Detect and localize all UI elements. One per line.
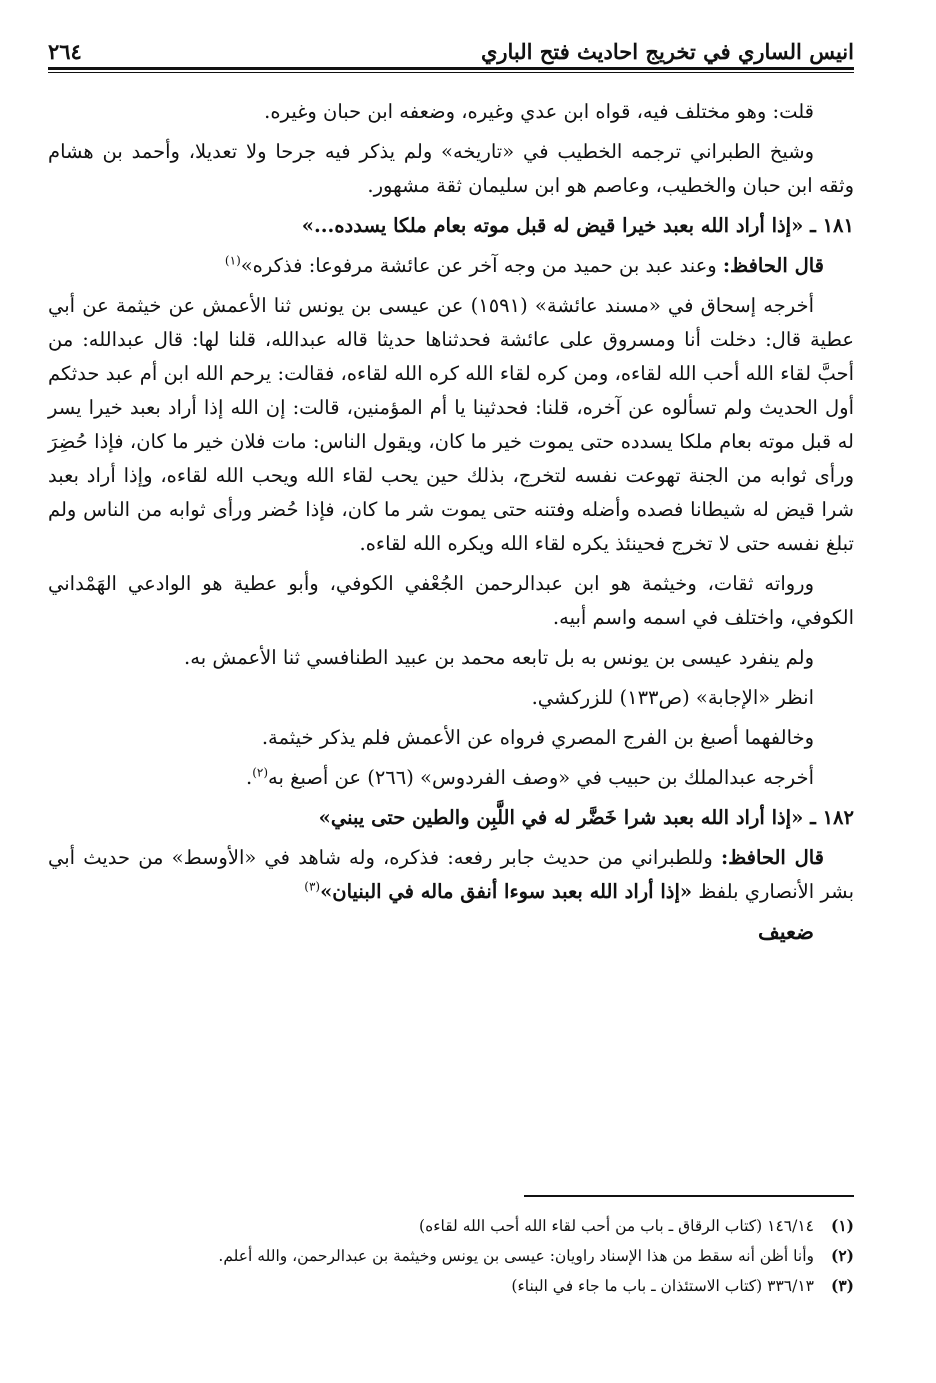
footnote-ref: (٢) <box>252 765 269 780</box>
page-number: ٢٦٤ <box>48 39 82 64</box>
paragraph: قلت: وهو مختلف فيه، قواه ابن عدي وغيره، وضعفه ابن حبان وغيره. <box>264 100 814 123</box>
header-rule <box>48 72 854 73</box>
footnote <box>48 1211 854 1241</box>
grading-verdict: ضعيف <box>757 919 814 944</box>
paragraph: انظر «الإجابة» (ص١٣٣) للزركشي. <box>531 686 814 709</box>
footnote-text: ١٤٦/١٤ (كتاب الرقاق ـ باب من أحب لقاء الله أحب الله لقاءه) <box>419 1217 814 1235</box>
footnote-number: (١) <box>830 1216 854 1235</box>
running-header <box>48 30 854 70</box>
paragraph: أخرجه إسحاق في «مسند عائشة» (١٥٩١) عن عيسى بن يونس ثنا الأعمش عن خيثمة عن أبي عطية قال: دخلت أنا ومسروق على عائشة فحدثناها حديثا قاله عبدالله، قلنا لها: قال عبدالله: من أحبَّ لقاء الله أحب الله لقاءه، ومن كره لقاء الله كره الله لقاءه، فقالت: يرحم الله ابن أم عبد حدثكم أول الحديث ولم تسألوه عن آخره، قلنا: فحدثينا يا أم المؤمنين، قالت: إن الله إذا أراد بعبد خيرا يسر له قبل موته بعام ملكا يسدده حتى يموت خير ما كان، ويقول الناس: مات فلان خير ما كان، فإذا حُضِرَ ورأى ثوابه من الجنة تهوعت نفسه لتخرج، بذلك حين يحب لقاء الله ويحب الله لقاءه، وإذا أراد بعبد شرا قيض له شيطانا فصده وأضله وفتنه حتى يموت شر ما كان، فإذا حُضر ورأى ثوابه من الناس ولم تبلغ نفسه حتى لا تخرج فحينئذ يكره لقاء الله ويكره الله لقاءه. <box>48 294 854 555</box>
footnote-number: (٢) <box>830 1246 854 1265</box>
hafiz-text: وعند عبد بن حميد من وجه آخر عن عائشة مرفوعا: فذكره» <box>240 254 723 277</box>
footnote-text: وأنا أظن أنه سقط من هذا الإسناد راويان: عيسى بن يونس وخيثمة بن عبدالرحمن، والله أعلم. <box>218 1247 814 1265</box>
hafiz-paragraph <box>48 249 854 283</box>
hafiz-label: قال الحافظ: <box>720 846 825 869</box>
page <box>48 30 854 1360</box>
main-text <box>48 95 854 949</box>
hadith-heading: ١٨٢ ـ «إذا أراد الله بعبد شرا خَضَّر له في اللَّبِن والطين حتى يبني» <box>318 806 854 829</box>
paragraph: ولم ينفرد عيسى بن يونس به بل تابعه محمد بن عبيد الطنافسي ثنا الأعمش به. <box>184 646 814 669</box>
footnote-text: ٣٣٦/١٣ (كتاب الاستئذان ـ باب ما جاء في البناء) <box>511 1277 814 1295</box>
paragraph: أخرجه عبدالملك بن حبيب في «وصف الفردوس» (٢٦٦) عن أصبغ به$^{(٢)}$. <box>245 765 814 789</box>
footnote-rule <box>524 1195 854 1197</box>
paragraph: ورواته ثقات، وخيثمة هو ابن عبدالرحمن الجُعْفي الكوفي، وأبو عطية هو الوادعي الهَمْداني الكوفي، واختلف في اسمه واسم أبيه. <box>48 572 854 629</box>
footnote <box>48 1271 854 1301</box>
hafiz-paragraph <box>48 841 854 909</box>
book-title: انيس الساري في تخريج احاديث فتح الباري <box>480 39 854 64</box>
footnotes <box>48 1195 854 1301</box>
paragraph-text: أخرجه عبدالملك بن حبيب في «وصف الفردوس» (٢٦٦) عن أصبغ به <box>268 766 814 789</box>
footnote <box>48 1241 854 1271</box>
footnote-number: (٣) <box>830 1276 854 1295</box>
hafiz-text: وللطبراني من حديث جابر رفعه: فذكره، وله شاهد في «الأوسط» من حديث أبي بشر الأنصاري بلفظ <box>48 846 854 903</box>
hafiz-quote: «إذا أراد الله بعبد سوءا أنفق ماله في البنيان» <box>320 880 693 903</box>
hadith-heading: ١٨١ ـ «إذا أراد الله بعبد خيرا قيض له قبل موته بعام ملكا يسدده...» <box>301 214 854 237</box>
footnote-ref: (١) <box>224 253 241 268</box>
footnote-ref: (٣) <box>304 879 321 894</box>
paragraph: وشيخ الطبراني ترجمه الخطيب في «تاريخه» ولم يذكر فيه جرحا ولا تعديلا، وأحمد بن هشام وثقه ابن حبان والخطيب، وعاصم هو ابن سليمان ثقة مشهور. <box>48 140 854 197</box>
hafiz-label: قال الحافظ: <box>722 254 824 277</box>
paragraph: وخالفهما أصبغ بن الفرج المصري فرواه عن الأعمش فلم يذكر خيثمة. <box>261 726 814 749</box>
